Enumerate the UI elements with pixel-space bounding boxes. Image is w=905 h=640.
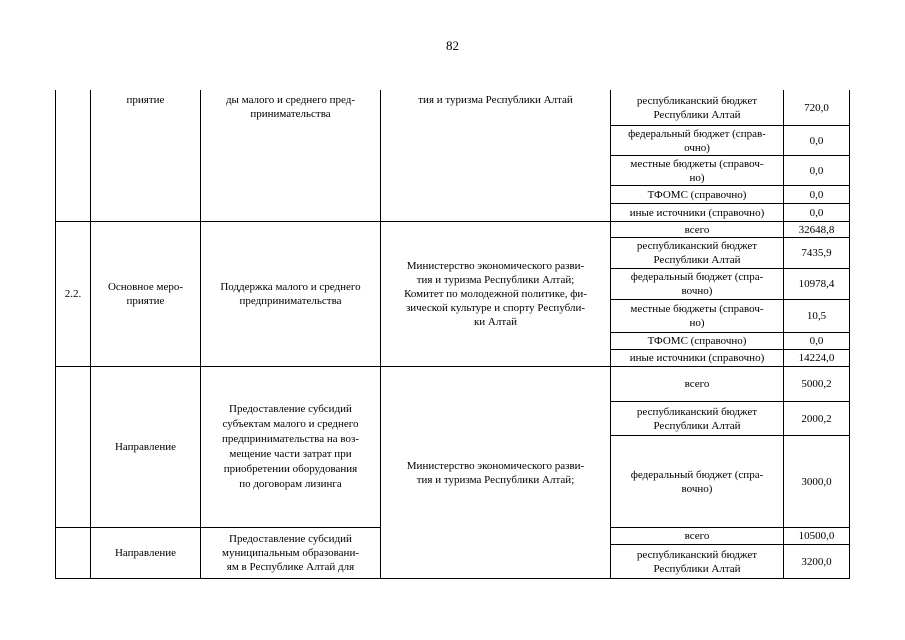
source-value: 3200,0: [801, 555, 832, 568]
source-label: республиканский бюджет Республики Алтай: [636, 240, 758, 266]
source-value: 2000,2: [801, 412, 832, 425]
source-label: республиканский бюджет Республики Алтай: [636, 95, 758, 121]
source-value: 10,5: [806, 310, 827, 322]
row-number-cell: 2.2.: [64, 288, 82, 300]
executor-cell: Министерство экономического разви- тия и туризма Республики Алтай;: [406, 459, 585, 486]
source-value: 10500,0: [798, 530, 835, 542]
source-label: местные бюджеты (справоч- но): [630, 303, 764, 329]
activity-type-cell: приятие: [126, 94, 165, 106]
source-value: 0,0: [809, 164, 824, 177]
source-label: всего: [684, 530, 710, 542]
source-value: 0,0: [809, 335, 824, 347]
activity-name-cell: Предоставление субсидий субъектам малого и среднего предпринимательства на воз- мещение части затрат при приобретении оборудования по договорам лизинга: [222, 403, 359, 490]
source-value: 5000,2: [801, 378, 832, 390]
source-label: республиканский бюджет Республики Алтай: [636, 548, 758, 575]
table-border-bottom: [55, 578, 850, 579]
source-value: 720,0: [804, 102, 829, 114]
source-label: ТФОМС (справочно): [647, 335, 747, 347]
activity-type-cell: Основное меро- приятие: [107, 281, 184, 307]
source-value: 0,0: [809, 188, 824, 201]
page-number: 82: [446, 38, 459, 53]
executor-cell: тия и туризма Республики Алтай: [418, 94, 573, 106]
source-value: 10978,4: [798, 278, 835, 290]
source-value: 0,0: [809, 206, 824, 219]
activity-name-cell: Предоставление субсидий муниципальным образовани- ям в Республике Алтай для: [222, 533, 359, 573]
activity-name-text: ды малого и среднего пред- принимательства: [225, 94, 356, 120]
activity-name-cell: Поддержка малого и среднего предпринимательства: [220, 281, 361, 307]
activity-name-cell: [201, 93, 380, 133]
executor-cell: Министерство экономического разви- тия и туризма Республики Алтай; Комитет по молодежной политике, фи- зической культуре и спорту Республи- ки Алтай: [404, 260, 587, 328]
source-value: 14224,0: [798, 352, 835, 364]
source-value: 3000,0: [801, 475, 832, 488]
source-label: иные источники (справочно): [629, 352, 765, 364]
source-value: 0,0: [809, 134, 824, 147]
source-label: федеральный бюджет (спра- вочно): [630, 271, 764, 297]
source-label: ТФОМС (справочно): [647, 188, 747, 201]
source-value: 32648,8: [798, 223, 835, 236]
source-label: всего: [684, 378, 710, 390]
table-border-right: [849, 90, 850, 578]
source-label: федеральный бюджет (спра- вочно): [630, 468, 764, 495]
source-value: 7435,9: [801, 247, 832, 259]
source-label: федеральный бюджет (справ- очно): [628, 127, 766, 154]
activity-type-cell: Направление: [114, 547, 177, 559]
source-label: иные источники (справочно): [629, 206, 765, 219]
source-label: республиканский бюджет Республики Алтай: [636, 405, 758, 432]
source-label: всего: [684, 223, 710, 236]
activity-type-cell: Направление: [114, 441, 177, 453]
source-label: местные бюджеты (справоч- но): [630, 157, 764, 184]
